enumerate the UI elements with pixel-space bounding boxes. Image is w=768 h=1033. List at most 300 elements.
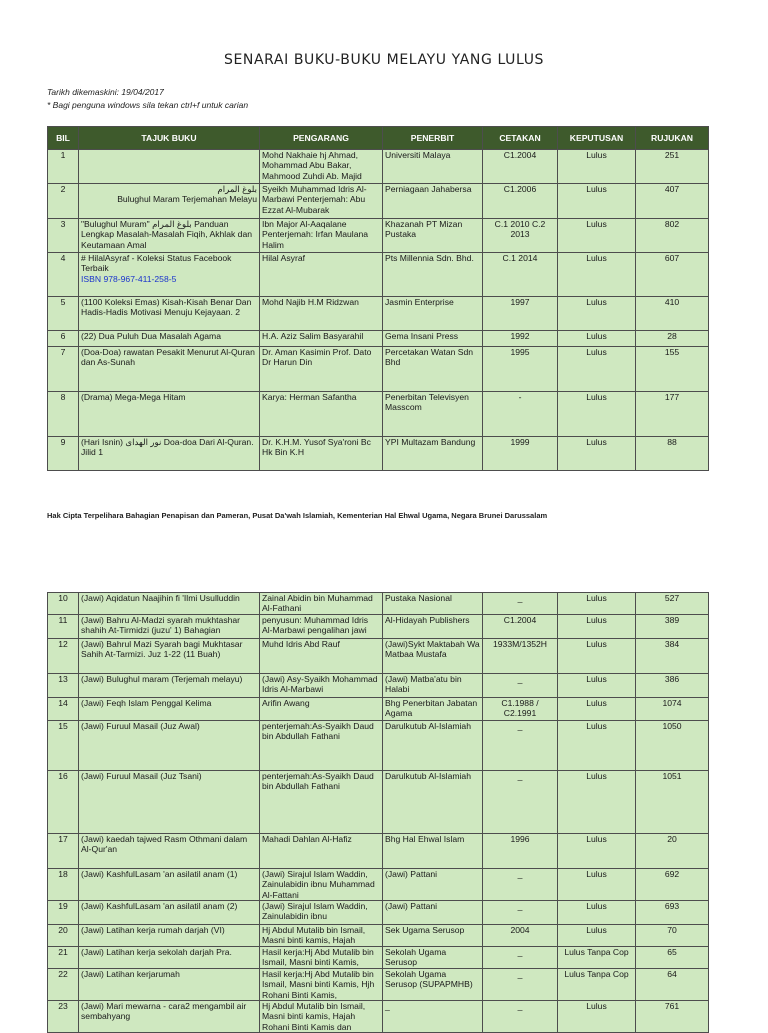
cell-penerbit — [383, 253, 483, 297]
cell-bil-text: 11 — [58, 614, 68, 625]
cell-cetakan — [483, 150, 558, 184]
cell-bil — [48, 901, 79, 925]
cell-tajuk-text: (Jawi) KashfulLasam 'an asilatil anam (2) — [81, 901, 238, 912]
cell-pengarang — [260, 673, 383, 697]
cell-rujukan — [636, 614, 709, 638]
cell-pengarang-text: Zainal Abidin bin Muhammad Al-Fathani — [262, 593, 373, 614]
cell-bil — [48, 868, 79, 900]
cell-bil-text: 10 — [58, 593, 68, 603]
cell-keputusan-text: Lulus — [586, 184, 607, 194]
cell-penerbit-text: Penerbitan Televisyen Masscom — [385, 392, 469, 413]
cell-penerbit-text: Pustaka Nasional — [385, 593, 452, 603]
cell-pengarang — [260, 697, 383, 720]
cell-rujukan-text: 407 — [664, 184, 680, 194]
cell-tajuk-text: # HilalAsyraf - Koleksi Status Facebook Terbaik — [81, 253, 232, 274]
table-row — [48, 331, 709, 347]
cell-rujukan — [636, 833, 709, 868]
cell-bil — [48, 184, 79, 219]
cell-bil — [48, 968, 79, 1000]
cell-tajuk — [79, 219, 260, 253]
cell-cetakan-text: _ — [517, 770, 523, 781]
cell-rujukan — [636, 593, 709, 615]
table-row — [48, 437, 709, 471]
cell-pengarang-text: Dr. Aman Kasimin Prof. Dato Dr Harun Din — [262, 347, 372, 368]
cell-pengarang-text: Muhd Idris Abd Rauf — [262, 638, 340, 649]
cell-bil-text: 4 — [60, 253, 66, 263]
cell-tajuk-text: (Hari Isnin) نور الهداى Doa-doa Dari Al-Quran. Jilid 1 — [81, 437, 254, 458]
cell-bil-text: 23 — [58, 1001, 68, 1012]
cell-penerbit — [383, 150, 483, 184]
cell-tajuk-text: (22) Dua Puluh Dua Masalah Agama — [81, 331, 221, 341]
table-row — [48, 901, 709, 925]
cell-rujukan-text: 692 — [664, 868, 680, 879]
cell-penerbit — [383, 833, 483, 868]
cell-tajuk — [79, 253, 260, 297]
cell-pengarang-text: penterjemah:As-Syaikh Daud bin Abdullah Fathani — [262, 720, 374, 742]
cell-pengarang — [260, 833, 383, 868]
cell-rujukan-text: 64 — [667, 968, 677, 979]
cell-cetakan — [483, 1001, 558, 1033]
cell-penerbit-text: Perniagaan Jahabersa — [385, 184, 472, 194]
cell-keputusan — [558, 1001, 636, 1033]
cell-keputusan — [558, 614, 636, 638]
table-row — [48, 347, 709, 392]
cell-rujukan — [636, 968, 709, 1000]
cell-penerbit — [383, 1001, 483, 1033]
cell-penerbit-text: Sek Ugama Serusop — [385, 925, 465, 936]
cell-penerbit-text: (Jawi) Pattani — [385, 868, 438, 879]
cell-cetakan — [483, 219, 558, 253]
cell-penerbit-text: Darulkutub Al-Islamiah — [385, 720, 471, 731]
cell-rujukan — [636, 925, 709, 947]
cell-keputusan — [558, 946, 636, 968]
cell-rujukan — [636, 946, 709, 968]
cell-bil-text: 8 — [60, 392, 66, 402]
cell-pengarang — [260, 638, 383, 673]
table-row — [48, 150, 709, 184]
cell-keputusan-text: Lulus — [586, 297, 607, 307]
cell-penerbit — [383, 697, 483, 720]
cell-tajuk-text: (Jawi) Feqh Islam Penggal Kelima — [81, 697, 212, 708]
cell-bil — [48, 219, 79, 253]
cell-penerbit — [383, 946, 483, 968]
cell-cetakan-text: _ — [517, 593, 523, 603]
cell-cetakan — [483, 437, 558, 471]
cell-cetakan — [483, 593, 558, 615]
cell-cetakan-text: C.1 2014 — [502, 253, 538, 263]
cell-tajuk-text: (Jawi) Aqidatun Naajihin fi 'Ilmi Usulluddin — [81, 593, 240, 603]
cell-pengarang — [260, 347, 383, 392]
cell-bil-text: 20 — [58, 925, 68, 936]
cell-penerbit-text: Universiti Malaya — [385, 150, 451, 160]
cell-bil — [48, 697, 79, 720]
cell-pengarang-text: penyusun: Muhammad Idris Al-Marbawi pengalihan jawi — [262, 614, 369, 636]
cell-tajuk-text: (Jawi) Mari mewarna - cara2 mengambil air sembahyang — [81, 1001, 247, 1022]
cell-pengarang-text: H.A. Aziz Salim Basyarahil — [262, 331, 364, 341]
cell-tajuk — [79, 833, 260, 868]
cell-bil — [48, 946, 79, 968]
cell-bil — [48, 614, 79, 638]
cell-rujukan — [636, 297, 709, 331]
copyright-note: Hak Cipta Terpelihara Bahagian Penapisan dan Pameran, Pusat Da'wah Islamiah, Kementerian Hal Ehwal Ugama, Negara Brunei Darussalam — [47, 511, 548, 520]
cell-tajuk-text: (Jawi) Furuul Masail (Juz Tsani) — [81, 770, 202, 781]
table-row — [48, 968, 709, 1000]
cell-penerbit — [383, 184, 483, 219]
cell-pengarang-text: (Jawi) Sirajul Islam Waddin, Zainulabidin ibnu — [262, 901, 368, 922]
cell-pengarang — [260, 925, 383, 947]
cell-pengarang — [260, 1001, 383, 1033]
table-row — [48, 833, 709, 868]
cell-tajuk — [79, 638, 260, 673]
cell-tajuk-text: "Bulughul Muram" بلوغ المرام Panduan Lengkap Masalah-Masalah Fiqih, Akhlak dan Keutamaan Amal — [81, 219, 253, 250]
table-row — [48, 673, 709, 697]
cell-pengarang — [260, 614, 383, 638]
col-header-penerbit: PENERBIT — [383, 127, 483, 150]
cell-pengarang — [260, 720, 383, 770]
cell-tajuk — [79, 593, 260, 615]
cell-penerbit — [383, 638, 483, 673]
cell-tajuk-text: (Jawi) KashfulLasam 'an asilatil anam (1) — [81, 868, 238, 879]
cell-rujukan — [636, 770, 709, 833]
cell-penerbit-text: Jasmin Enterprise — [385, 297, 454, 307]
cell-keputusan — [558, 392, 636, 437]
cell-keputusan — [558, 219, 636, 253]
cell-tajuk-text: (Jawi) Latihan kerja rumah darjah (VI) — [81, 925, 225, 936]
cell-keputusan-text: Lulus — [586, 638, 607, 649]
cell-cetakan-text: _ — [517, 868, 523, 879]
cell-bil-text: 17 — [58, 833, 68, 844]
cell-pengarang-text: Hilal Asyraf — [262, 253, 305, 263]
cell-cetakan-text: _ — [517, 1001, 523, 1012]
cell-tajuk — [79, 331, 260, 347]
cell-cetakan — [483, 946, 558, 968]
books-table-2 — [47, 592, 709, 1033]
cell-penerbit-text: Darulkutub Al-Islamiah — [385, 770, 471, 781]
cell-tajuk — [79, 437, 260, 471]
cell-penerbit-text: (Jawi)Sykt Maktabah Wa Matbaa Mustafa — [385, 638, 480, 660]
cell-penerbit-text: Bhg Hal Ehwal Islam — [385, 833, 465, 844]
cell-keputusan-text: Lulus Tanpa Cop — [564, 968, 629, 979]
cell-cetakan-text: C1.2006 — [503, 184, 537, 194]
cell-cetakan — [483, 697, 558, 720]
cell-tajuk-text: Bulughul Maram Terjemahan Melayu — [117, 194, 257, 205]
cell-pengarang — [260, 184, 383, 219]
cell-keputusan-text: Lulus — [586, 347, 607, 357]
cell-bil-text: 16 — [58, 770, 68, 781]
cell-tajuk-text: (Drama) Mega-Mega Hitam — [81, 392, 186, 402]
cell-pengarang-text: Hj Abdul Mutalib bin Ismail, Masni binti kamis, Hajah Rohani Binti Kamis dan — [262, 1001, 366, 1032]
table-row — [48, 1001, 709, 1033]
cell-keputusan — [558, 673, 636, 697]
cell-keputusan — [558, 925, 636, 947]
cell-penerbit — [383, 331, 483, 347]
cell-bil — [48, 925, 79, 947]
cell-rujukan — [636, 347, 709, 392]
cell-rujukan — [636, 720, 709, 770]
cell-bil-text: 12 — [58, 638, 68, 649]
cell-rujukan-text: 1051 — [662, 770, 682, 781]
cell-cetakan-text: C1.2004 — [503, 614, 537, 625]
cell-tajuk-text: (Jawi) Bahru Al-Madzi syarah mukhtashar shahih At-Tirmidzi (juzu' 1) Bahagian — [81, 614, 241, 636]
cell-pengarang-text: Mohd Najib H.M Ridzwan — [262, 297, 359, 307]
cell-cetakan — [483, 673, 558, 697]
cell-keputusan — [558, 968, 636, 1000]
cell-tajuk-arabic: بلوغ المرام — [217, 184, 257, 194]
cell-rujukan-text: 251 — [664, 150, 680, 160]
cell-tajuk-text: (Jawi) kaedah tajwed Rasm Othmani dalam Al-Qur'an — [81, 833, 248, 855]
cell-rujukan-text: 802 — [664, 219, 680, 229]
cell-rujukan-text: 20 — [667, 833, 677, 844]
cell-cetakan-text: 1995 — [510, 347, 530, 357]
cell-cetakan-text: 1999 — [510, 437, 530, 447]
cell-penerbit — [383, 437, 483, 471]
cell-keputusan — [558, 253, 636, 297]
cell-penerbit — [383, 614, 483, 638]
cell-rujukan — [636, 437, 709, 471]
search-hint: * Bagi penguna windows sila tekan ctrl+f untuk carian — [47, 100, 249, 110]
cell-bil-text: 21 — [58, 946, 68, 957]
cell-penerbit — [383, 219, 483, 253]
table-row — [48, 297, 709, 331]
table-row — [48, 219, 709, 253]
cell-bil — [48, 593, 79, 615]
cell-cetakan — [483, 925, 558, 947]
cell-penerbit — [383, 392, 483, 437]
cell-bil-text: 6 — [60, 331, 66, 341]
cell-rujukan — [636, 868, 709, 900]
cell-rujukan — [636, 1001, 709, 1033]
cell-tajuk — [79, 1001, 260, 1033]
cell-cetakan — [483, 833, 558, 868]
cell-keputusan — [558, 347, 636, 392]
cell-rujukan-text: 527 — [664, 593, 680, 603]
cell-rujukan — [636, 219, 709, 253]
cell-bil — [48, 297, 79, 331]
cell-penerbit-text: Bhg Penerbitan Jabatan Agama — [385, 697, 478, 719]
cell-keputusan-text: Lulus — [586, 437, 607, 447]
cell-keputusan-text: Lulus — [586, 901, 607, 912]
cell-bil-text: 1 — [60, 150, 66, 160]
cell-rujukan-text: 177 — [664, 392, 680, 402]
cell-rujukan-text: 384 — [664, 638, 680, 649]
cell-cetakan-text: _ — [517, 720, 523, 731]
cell-pengarang-text: Hasil kerja:Hj Abd Mutalib bin Ismail, Masni binti Kamis, — [262, 946, 374, 968]
cell-pengarang — [260, 219, 383, 253]
cell-bil — [48, 638, 79, 673]
col-header-keputusan: KEPUTUSAN — [558, 127, 636, 150]
cell-keputusan — [558, 331, 636, 347]
cell-tajuk — [79, 614, 260, 638]
cell-penerbit — [383, 297, 483, 331]
cell-keputusan-text: Lulus — [586, 720, 607, 731]
cell-rujukan-text: 386 — [664, 673, 680, 684]
cell-cetakan-text: 2004 — [510, 925, 530, 936]
cell-tajuk — [79, 673, 260, 697]
cell-cetakan — [483, 968, 558, 1000]
cell-keputusan — [558, 833, 636, 868]
cell-pengarang — [260, 437, 383, 471]
cell-rujukan — [636, 673, 709, 697]
cell-keputusan-text: Lulus — [586, 925, 607, 936]
cell-keputusan-text: Lulus — [586, 150, 607, 160]
cell-pengarang — [260, 392, 383, 437]
col-header-cetakan: CETAKAN — [483, 127, 558, 150]
cell-keputusan-text: Lulus Tanpa Cop — [564, 946, 629, 957]
table-row — [48, 253, 709, 297]
table-row — [48, 593, 709, 615]
table-row — [48, 925, 709, 947]
cell-bil — [48, 253, 79, 297]
cell-penerbit-text: (Jawi) Pattani — [385, 901, 438, 912]
cell-cetakan-text: 1992 — [510, 331, 530, 341]
cell-keputusan — [558, 437, 636, 471]
cell-tajuk-text: (Jawi) Bulughul maram (Terjemah melayu) — [81, 673, 243, 684]
cell-bil — [48, 833, 79, 868]
cell-keputusan-text: Lulus — [586, 697, 607, 708]
cell-tajuk-text: (Jawi) Latihan kerjarumah — [81, 968, 180, 979]
cell-tajuk-text: (Jawi) Furuul Masail (Juz Awal) — [81, 720, 200, 731]
table-row — [48, 946, 709, 968]
cell-cetakan-text: _ — [517, 901, 523, 912]
cell-keputusan — [558, 297, 636, 331]
cell-bil — [48, 347, 79, 392]
isbn-text: ISBN 978-967-411-258-5 — [81, 273, 177, 284]
cell-keputusan — [558, 868, 636, 900]
cell-rujukan-text: 155 — [664, 347, 680, 357]
col-header-tajuk: TAJUK BUKU — [79, 127, 260, 150]
cell-penerbit — [383, 925, 483, 947]
cell-penerbit-text: _ — [385, 1001, 390, 1012]
cell-bil — [48, 392, 79, 437]
cell-rujukan-text: 693 — [664, 901, 680, 912]
cell-cetakan-text: 1933M/1352H — [493, 638, 547, 649]
cell-pengarang — [260, 297, 383, 331]
cell-penerbit-text: Sekolah Ugama Serusop — [385, 946, 447, 968]
cell-keputusan-text: Lulus — [586, 770, 607, 781]
cell-tajuk — [79, 150, 260, 184]
cell-keputusan-text: Lulus — [586, 833, 607, 844]
cell-bil — [48, 331, 79, 347]
cell-rujukan-text: 88 — [667, 437, 677, 447]
cell-bil-text: 15 — [58, 720, 68, 731]
col-header-pengarang: PENGARANG — [260, 127, 383, 150]
cell-penerbit-text: Khazanah PT Mizan Pustaka — [385, 219, 463, 240]
cell-tajuk — [79, 697, 260, 720]
table-row — [48, 184, 709, 219]
cell-cetakan — [483, 720, 558, 770]
cell-penerbit-text: YPI Multazam Bandung — [385, 437, 476, 447]
cell-tajuk — [79, 868, 260, 900]
cell-pengarang — [260, 901, 383, 925]
cell-penerbit — [383, 347, 483, 392]
cell-keputusan-text: Lulus — [586, 673, 607, 684]
cell-keputusan-text: Lulus — [586, 253, 607, 263]
cell-bil — [48, 150, 79, 184]
cell-penerbit — [383, 901, 483, 925]
cell-penerbit — [383, 593, 483, 615]
cell-pengarang-text: Dr. K.H.M. Yusof Sya'roni Bc Hk Bin K.H — [262, 437, 371, 458]
cell-keputusan-text: Lulus — [586, 614, 607, 625]
cell-pengarang-text: (Jawi) Asy-Syaikh Mohammad Idris Al-Marbawi — [262, 673, 378, 695]
cell-cetakan — [483, 901, 558, 925]
cell-keputusan-text: Lulus — [586, 331, 607, 341]
cell-bil-text: 3 — [60, 219, 66, 229]
cell-penerbit-text: Gema Insani Press — [385, 331, 459, 341]
cell-keputusan — [558, 593, 636, 615]
cell-keputusan-text: Lulus — [586, 219, 607, 229]
table-row — [48, 868, 709, 900]
cell-cetakan — [483, 770, 558, 833]
cell-tajuk — [79, 925, 260, 947]
updated-date: Tarikh dikemaskini: 19/04/2017 — [47, 87, 164, 97]
cell-cetakan-text: - — [518, 392, 522, 402]
cell-cetakan — [483, 868, 558, 900]
cell-pengarang — [260, 331, 383, 347]
cell-cetakan — [483, 331, 558, 347]
cell-bil-text: 22 — [58, 968, 68, 979]
cell-bil-text: 14 — [58, 697, 68, 708]
cell-keputusan-text: Lulus — [586, 868, 607, 879]
cell-tajuk-text: (1100 Koleksi Emas) Kisah-Kisah Benar Dan Hadis-Hadis Motivasi Menuju Kejayaan. 2 — [81, 297, 252, 318]
cell-keputusan — [558, 901, 636, 925]
cell-penerbit-text: Pts Millennia Sdn. Bhd. — [385, 253, 474, 263]
cell-penerbit — [383, 770, 483, 833]
cell-penerbit-text: Percetakan Watan Sdn Bhd — [385, 347, 474, 368]
cell-pengarang — [260, 946, 383, 968]
books-table-1 — [47, 126, 709, 471]
cell-cetakan-text: 1997 — [510, 297, 530, 307]
cell-penerbit — [383, 673, 483, 697]
cell-penerbit — [383, 720, 483, 770]
table-header-row — [48, 127, 709, 150]
cell-tajuk-text: (Doa-Doa) rawatan Pesakit Menurut Al-Quran dan As-Sunah — [81, 347, 255, 368]
cell-bil-text: 5 — [60, 297, 66, 307]
cell-tajuk — [79, 297, 260, 331]
cell-bil-text: 9 — [60, 437, 66, 447]
cell-pengarang — [260, 868, 383, 900]
cell-bil-text: 2 — [60, 184, 66, 194]
cell-bil — [48, 673, 79, 697]
cell-bil — [48, 437, 79, 471]
cell-pengarang-text: Ibn Major Al-Aaqalane Penterjemah: Irfan Maulana Halim — [262, 219, 369, 250]
cell-tajuk — [79, 946, 260, 968]
cell-pengarang — [260, 593, 383, 615]
cell-bil-text: 19 — [58, 901, 68, 912]
table-row — [48, 638, 709, 673]
cell-pengarang — [260, 253, 383, 297]
cell-cetakan — [483, 253, 558, 297]
cell-cetakan-text: _ — [517, 968, 523, 979]
table-row — [48, 770, 709, 833]
cell-cetakan — [483, 392, 558, 437]
cell-rujukan-text: 607 — [664, 253, 680, 263]
cell-rujukan — [636, 253, 709, 297]
table-row — [48, 697, 709, 720]
cell-keputusan — [558, 770, 636, 833]
cell-pengarang-text: Hj Abdul Mutalib bin Ismail, Masni binti kamis, Hajah — [262, 925, 366, 946]
cell-keputusan — [558, 638, 636, 673]
cell-pengarang-text: Arifin Awang — [262, 697, 310, 708]
cell-keputusan — [558, 720, 636, 770]
cell-cetakan-text: C1.1988 / C2.1991 — [501, 697, 539, 719]
cell-keputusan — [558, 150, 636, 184]
cell-rujukan-text: 410 — [664, 297, 680, 307]
cell-tajuk — [79, 347, 260, 392]
cell-cetakan-text: C1.2004 — [503, 150, 537, 160]
cell-rujukan — [636, 901, 709, 925]
page-title: SENARAI BUKU-BUKU MELAYU YANG LULUS — [223, 52, 545, 68]
cell-cetakan — [483, 638, 558, 673]
